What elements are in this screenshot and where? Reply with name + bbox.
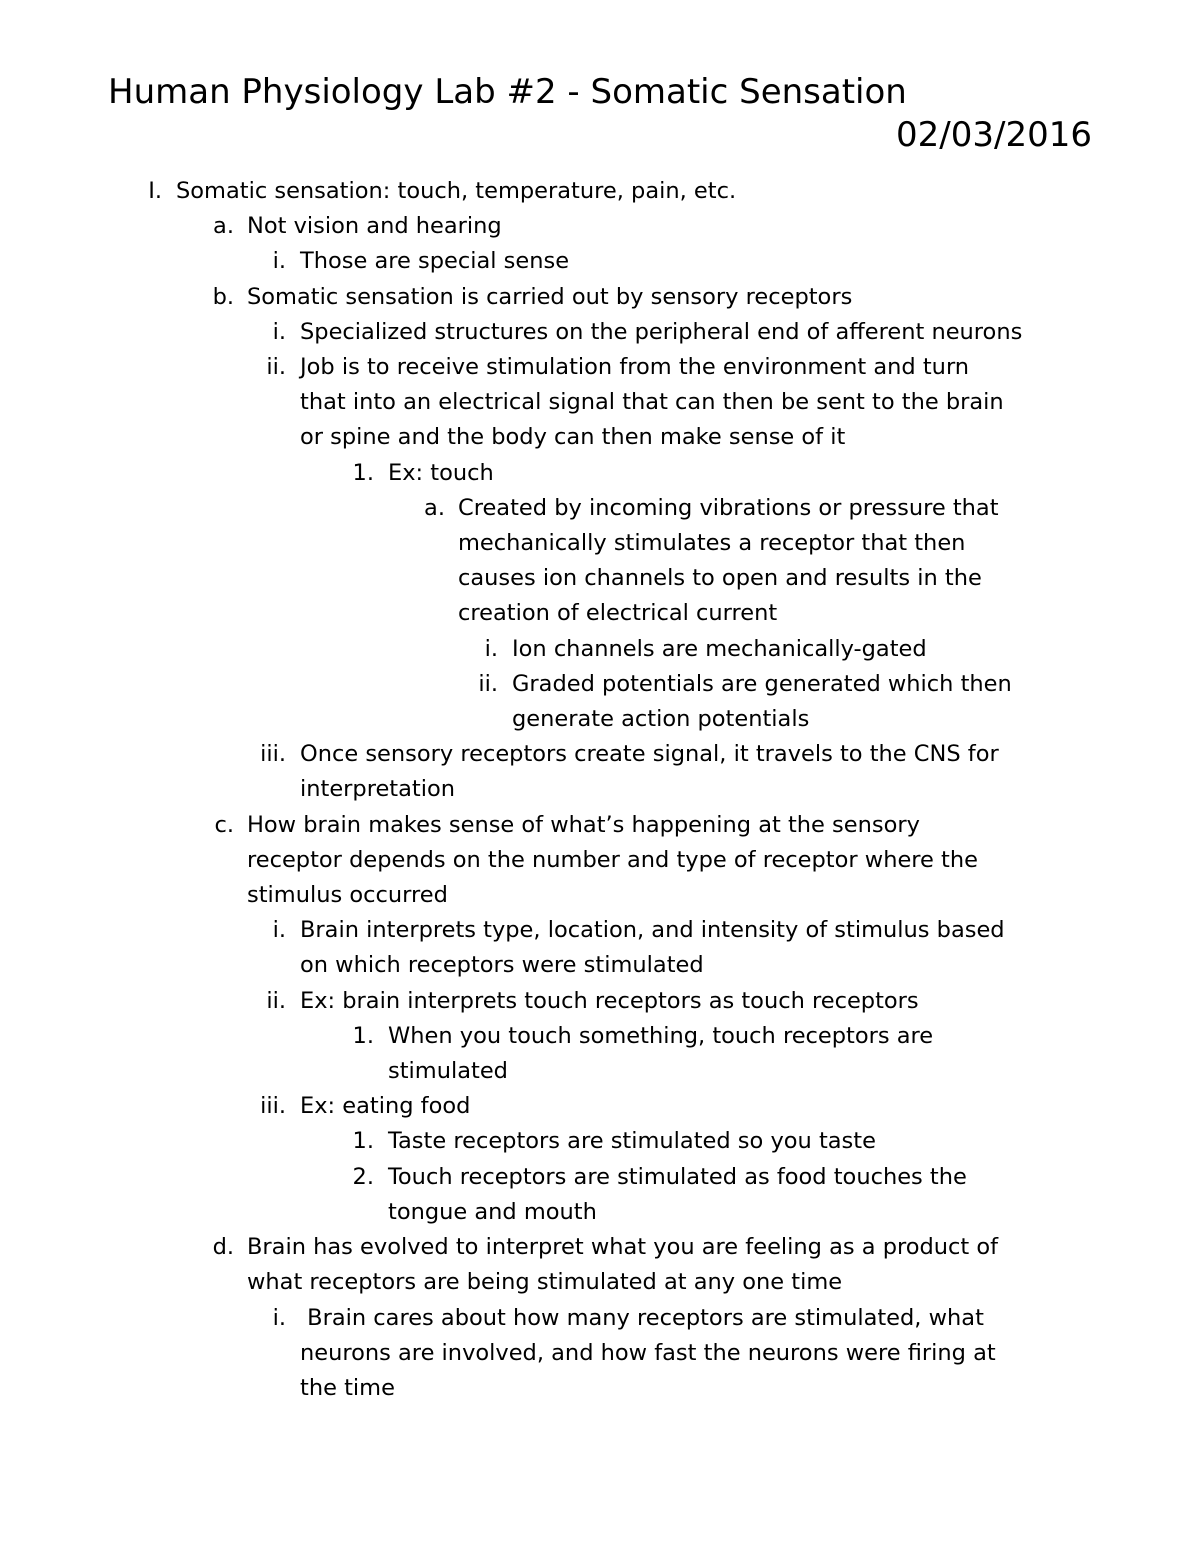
document-date: 02/03/2016 (896, 115, 1092, 155)
outline-marker: i. (272, 1304, 286, 1331)
outline-list (0, 174, 1200, 1406)
outline-marker: ii. (266, 987, 286, 1014)
outline-text-line: receptor depends on the number and type of receptor where the (247, 846, 978, 873)
outline-item (0, 632, 1200, 667)
outline-text-line: Specialized structures on the peripheral end of afferent neurons (300, 318, 1023, 345)
outline-marker: b. (212, 283, 234, 310)
outline-text-line: Somatic sensation is carried out by sensory receptors (247, 283, 853, 310)
outline-item (0, 667, 1200, 737)
outline-text-line: what receptors are being stimulated at any one time (247, 1269, 843, 1296)
outline-marker: ii. (266, 354, 286, 381)
outline-text-line: Created by incoming vibrations or pressure that (458, 494, 999, 521)
outline-text-line: Brain interprets type, location, and intensity of stimulus based (300, 917, 1005, 944)
outline-text-line: causes ion channels to open and results in the (458, 565, 982, 592)
outline-text-line: tongue and mouth (388, 1198, 597, 1225)
outline-marker: iii. (260, 741, 286, 768)
outline-marker: iii. (260, 1093, 286, 1120)
outline-marker: i. (272, 248, 286, 275)
document-title: Human Physiology Lab #2 - Somatic Sensation (108, 72, 907, 112)
outline-item (0, 1124, 1200, 1159)
outline-marker: i. (272, 917, 286, 944)
outline-marker: i. (272, 318, 286, 345)
outline-text-line: Job is to receive stimulation from the environment and turn (300, 354, 970, 381)
outline-text-line: Once sensory receptors create signal, it travels to the CNS for (300, 741, 999, 768)
outline-text-line: Ex: brain interprets touch receptors as touch receptors (300, 987, 919, 1014)
outline-text-line: Ex: touch (388, 459, 494, 486)
outline-text-line: neurons are involved, and how fast the neurons were firing at (300, 1339, 996, 1366)
outline-marker: ii. (478, 670, 498, 697)
outline-text-line: interpretation (300, 776, 456, 803)
outline-item (0, 1230, 1200, 1300)
outline-item (0, 280, 1200, 315)
outline-text-line: on which receptors were stimulated (300, 952, 704, 979)
outline-item (0, 350, 1200, 456)
outline-item (0, 209, 1200, 244)
outline-item (0, 737, 1200, 807)
outline-item (0, 315, 1200, 350)
outline-item (0, 1089, 1200, 1124)
outline-text-line: Ex: eating food (300, 1093, 471, 1120)
outline-marker: I. (148, 178, 162, 204)
outline-item (0, 1160, 1200, 1230)
outline-text-line: Brain cares about how many receptors are stimulated, what (300, 1304, 984, 1331)
outline-item (0, 456, 1200, 491)
outline-text-line: or spine and the body can then make sense of it (300, 424, 846, 451)
outline-item (0, 1301, 1200, 1407)
outline-marker: 2. (352, 1163, 374, 1190)
outline-item (0, 491, 1200, 632)
outline-item (0, 913, 1200, 983)
outline-text-line: Graded potentials are generated which then (512, 670, 1012, 697)
outline-text-line: creation of electrical current (458, 600, 778, 627)
outline-text-line: Somatic sensation: touch, temperature, pain, etc. (176, 178, 737, 204)
outline-item (0, 174, 1200, 209)
outline-text-line: mechanically stimulates a receptor that then (458, 530, 966, 557)
outline-text-line: that into an electrical signal that can then be sent to the brain (300, 389, 1004, 416)
outline-marker: 1. (352, 1128, 374, 1155)
outline-item (0, 244, 1200, 279)
outline-text-line: Taste receptors are stimulated so you taste (388, 1128, 876, 1155)
outline-marker: i. (484, 635, 498, 662)
outline-text-line: generate action potentials (512, 706, 810, 733)
outline-marker: c. (214, 811, 234, 838)
outline-text-line: the time (300, 1374, 395, 1401)
outline-text-line: How brain makes sense of what’s happening at the sensory (247, 811, 920, 838)
outline-item (0, 984, 1200, 1019)
outline-text-line: stimulus occurred (247, 882, 448, 909)
outline-marker: a. (424, 494, 445, 521)
outline-text-line: stimulated (388, 1058, 508, 1085)
outline-text-line: When you touch something, touch receptors are (388, 1022, 934, 1049)
outline-text-line: Touch receptors are stimulated as food touches the (388, 1163, 967, 1190)
outline-marker: 1. (352, 459, 374, 486)
outline-marker: 1. (352, 1022, 374, 1049)
outline-item (0, 1019, 1200, 1089)
outline-text-line: Ion channels are mechanically-gated (512, 635, 927, 662)
outline-marker: a. (213, 213, 234, 240)
outline-marker: d. (212, 1234, 234, 1261)
outline-text-line: Not vision and hearing (247, 213, 502, 240)
outline-text-line: Brain has evolved to interpret what you are feeling as a product of (247, 1234, 999, 1261)
outline-item (0, 808, 1200, 914)
outline-text-line: Those are special sense (300, 248, 570, 275)
